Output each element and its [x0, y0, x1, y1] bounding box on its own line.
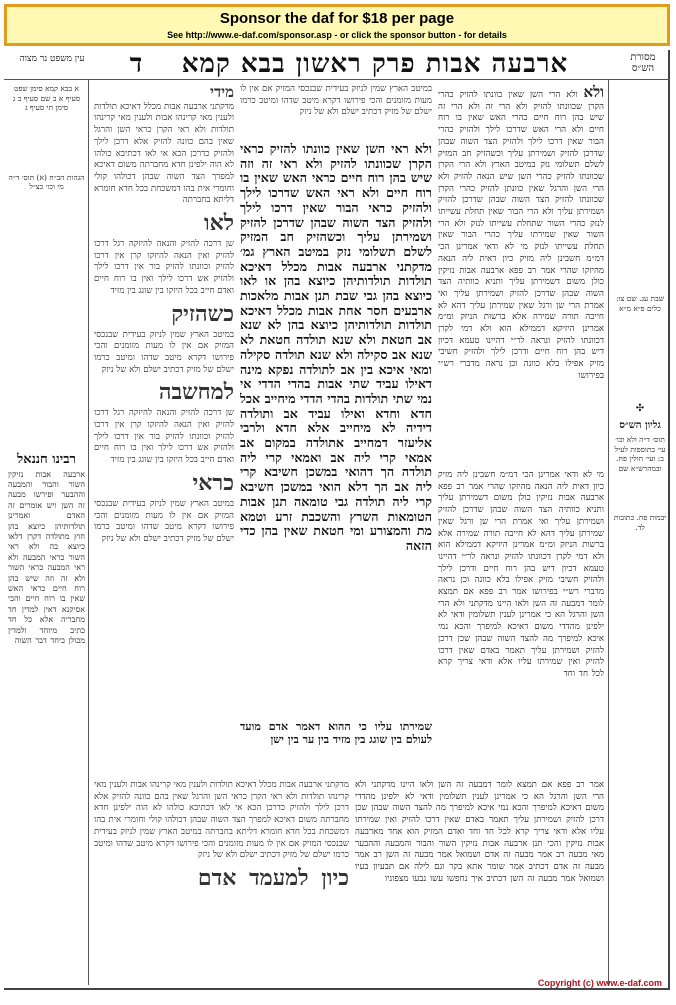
gilyon-hashas-label: גליון הש״ס [619, 420, 661, 431]
page-title: ארבעה אבות פרק ראשון בבא קמא [181, 49, 569, 79]
left-margin-rule [88, 80, 89, 985]
sponsor-banner-title[interactable]: Sponsor the daf for $18 per page [219, 10, 455, 27]
rashi-column [94, 84, 234, 774]
rashi-dibbur-kesheh [94, 302, 234, 326]
lower-rashi-bottom: במיטב הארץ שמין לניזק בעידית שבנכסי המזיק אם אין לו מעות מזומנים והכי פירושו דקרא מיטב שדהו ומיטב כרמו ישלם של מזיק דכתיב ישלם ולא של ניזק [94, 826, 349, 861]
rashi-text: מדקתני ארבעה אבות מכלל דאיכא תולדות ולענין מאי קרינהו אבות ולענין מאי קרינהו תולדות ולא ראי הקרן כראי השן והרגל שאין בהם כוונה להזיק אלא דרכן לילך ולהזיק כדרכן הכא אי לאו דכתיבא כולהו לא הוה ילפינן חדא מחברתה משום דאיכא למפרך הצד השוה שבהן דכולהו קולי וחומרי אית בהו דמשכחת בכל חדא חומרא דליתא בחברתה [94, 101, 234, 206]
masoret-hashas-label: מסורת הש״ס [630, 52, 656, 74]
dibbur-ke-shehizik: כשהזיק [171, 300, 234, 327]
sponsor-banner[interactable] [4, 4, 670, 46]
tosafot-column [438, 84, 604, 464]
rashi-continuation: שן דרכה להזיק והנאה להיזקה רגל דרכו להזיק ואין הנאה להיזקו קרן אין דרכו להזיק וכוונתו להזיק בור אין דרכו לילך ולהזיק אש דרכו לילך ואין בו רוח חיים ואדם חייב בכל היזקו בין שוגג בין מזיד [94, 239, 234, 296]
talmud-page [4, 50, 670, 990]
ornament: ✣ [635, 403, 645, 414]
rashi-dibbur-karei [94, 471, 234, 495]
daf-number: ד [129, 49, 143, 79]
left-margin-note: הגהות הב״ח (א) תוס׳ ד״ה מי וכו׳ כצ״ל [8, 172, 85, 191]
right-margin-rule [608, 80, 609, 985]
margin-bottom-note: יבמות פח. כתובות לד. [613, 513, 667, 532]
lower-commentary-left [94, 780, 349, 984]
ein-mishpat-notes: א בבא קמא סימן שפט סעיף א ב שם סעיף ב ג סימן תי סעיף ג [12, 84, 81, 112]
lower-rashi-text: מדקתני ארבעה אבות מכלל דאיכא תולדות ולענין מאי קרינהו אבות ולענין מאי קרינהו תולדות ולא ראי הקרן כראי השן והרגל שאין בהם כוונה להזיק אלא דרכן לילך ולהזיק כדרכן הכא אי לאו דכתיבא כולהו לא הוה ילפינן חדא מחברתה משום דאיכא למפרך הצד השוה שבהן דכולהו קולי וחומרי אית בהו דמשכחת בכל חדא חומרא דליתא בחברתה [94, 780, 349, 837]
sponsor-banner-subtitle[interactable]: See http://www.e-daf.com/sponsor.asp - or click the sponsor button - for details [167, 30, 507, 40]
tosafot-bottom: אמר רב פפא אם תמצא לומר דמבעה זה השן ולאו היינו מדקתני ולא הרי השן והרגל הא כי אמרינן לענין תשלומין ודאי לא ילפינן מהדדי משום דאיכא למיפרך והכא נמי איכא למיפרך מה להצד השוה שבהן שכן דרכן להזיק ושמירתן עליך תאמר באדם שאין דרכו להזיק ואין שמירתו עליו אלא ודאי צריך קרא לכל חד וחד [438, 587, 604, 679]
lower-tosafot-text: אמר רב פפא אם תמצא לומר דמבעה זה השן ולאו היינו מדקתני ולא הרי השן והרגל הא כי אמרינן לענין תשלומין ודאי לא ילפינן מהדדי משום דאיכא למיפרך והכא נמי איכא למיפרך מה להצד השוה שבהן שכן דרכן להזיק ושמירתן עליך תאמר באדם שאין דרכו להזיק ואין שמירתו עליו אלא ודאי צריך קרא לכל חד וחד [355, 780, 604, 837]
gemara-bottom-block [240, 720, 432, 775]
gemara-top-text: במיטב הארץ שמין לניזק בעידית שבנכסי המזיק אם אין לו מעות מזומנים והכי פירושו דקרא מיטב שדהו ומיטב כרמו ישלם של מזיק דכתיב ישלם ולא של ניזק [240, 84, 432, 118]
header-rule [4, 79, 670, 80]
rashi-dibbur-mahshava [94, 380, 234, 404]
lower-gemara-bottom: ואדם המזיק הוא אחד מארבעה אבות נזיקין והכי תנן ארבעה אבות נזיקין השור והבור והמבעה וההבער מאי מבעה רב אמר מבעה זה אדם ושמואל אמר מבעה זה השן רב אמר מבעה זה אדם דכתיב אמר שומר אתא בקר וגם לילה אם תבעיון בעיו ושמואל אמר מבעה זה השן דכתיב איך נחפשו עשו נבעו מצפוניו [355, 826, 604, 884]
rashi-header-line [94, 84, 234, 102]
ein-mishpat-label: עין משפט נר מצוה [19, 54, 85, 64]
tosafot-continuation: מי לא ודאי אמרינן הכי דמ״מ חשבינן ליה מזיק כיון דאית ליה הנאה מהיזקו שהרי אמר רב פפא ארבעה אבות נזיקין כולן משום דשמירתן עליך ותניא כוותיה הצד השוה שבהן שדרכן להזיק ושמירתן עליך ואי אמרת הרי שן ורגל שאין שמירתן עליך דהא לא חייבה תורה שמירה אלא ברשות הניזק ומ״מ אמרינן היזיקא דממילא הוא ולא דמי לקרן דכוונתו להזיק ונראה לר״י דהיינו טעמא דכיון דיש בהן רוח חיים ודרכן לילך ולהזיק חשיבי מזיק אפילו בלא כוונה וכן נראה מדברי רש״י בפירושו [438, 242, 604, 381]
dibbur-le-mamad: למעמד [249, 864, 309, 891]
dibbur-midi: מידי [210, 84, 234, 101]
lower-commentary-right [355, 780, 604, 984]
rabbenu-chananel-text: ארבעה אבות נזיקין השור והבור והמבעה וההבער ופירשו מבעה זה השן ויש אומרים זה האדם ואמרינן תולדותיהן כיוצא בהן חוץ מתולדה דקרן דלאו כיוצא בה ולא ראי השור כראי המבעה ולא ראי המבעה כראי השור ולא זה וזה שיש בהן רוח חיים כראי האש שאין בו רוח חיים והכי אסיקנא דאין למדין חד מחבריה אלא כל חד כתיב מיוחד ולמדין מכולן ביחד דבר השוה [8, 469, 85, 645]
masoret-notes: שבת עג. שם צו: כלים פ״א מ״א [615, 294, 665, 313]
right-margin [612, 84, 668, 984]
rashi-text-tail: במיטב הארץ שמין לניזק בעידית שבנכסי המזיק אם אין לו מעות מזומנים והכי פירושו דקרא מיטב שדהו ומיטב כרמו ישלם של מזיק דכתיב ישלם ולא של ניזק [94, 498, 234, 544]
gemara-top-rashi [240, 84, 432, 140]
left-margin [8, 84, 85, 984]
gemara-continuation: ולרבי אליעזר דמחייב אתולדה במקום אב אמאי קרי ליה אב ואמאי קרי ליה תולדה הך דהואי במשכן חשיבא קרי ליה אב הך דלא הואי במשכן חשיבא קרי ליה תולדה גבי טומאה תנן אבות הטומאות השרץ והשכבת זרע וטמא מת והמצורע ומי חטאת שאין בהן כדי הזאה [240, 420, 432, 553]
page-header [4, 50, 670, 78]
gemara-text-block [240, 142, 432, 717]
dibbur-kivun: כיון [321, 864, 349, 891]
rabbenu-chananel-title: רבינו חננאל [17, 451, 76, 467]
rashi-bottom: במיטב הארץ שמין לניזק בעידית שבנכסי המזיק אם אין לו מעות מזומנים והכי פירושו דקרא מיטב שדהו ומיטב כרמו ישלם של מזיק דכתיב ישלם ולא של ניזק [94, 329, 234, 375]
dibbur-karei: כראי [192, 469, 234, 496]
dibbur-le-mahshava: למחשבה [158, 379, 234, 406]
tosafot-opening-word: ולא [583, 84, 604, 101]
dibbur-adam: אדם [197, 864, 237, 891]
lower-dibbur-row [94, 866, 349, 890]
tosafot-lower-column [438, 470, 604, 770]
rashi-dibbur-lo [94, 211, 234, 235]
gilyon-hashas-text: תוס׳ ד״ה ולא וכו׳ עי׳ בתוספות לעיל ב: ועי׳ חולין פח. ובמהרש״א שם [614, 435, 666, 473]
dibbur-lo-rei: לאו [203, 210, 234, 237]
gemara-text: ולא ראי השן שאין כוונתו להזיק כראי הקרן שכוונתו להזיק ולא ראי זה וזה שיש בהן רוח חיים כראי האש שאין בו רוח חיים ולא ראי האש שדרכו לילך ולהזיק כראי הבור שאין דרכו לילך ולהזיק הצד השוה שבהן שדרכן להזיק ושמירתן עליך וכשהזיק חב המזיק לשלם תשלומי נזק במיטב הארץ גמ׳ מדקתני ארבעה אבות מכלל דאיכא תולדות תולדותיהן כיוצא בהן או לאו כיוצא בהן גבי שבת תנן אבות מלאכות ארבעים חסר אחת אבות מכלל דאיכא תולדות תולדותיהן כיוצא בהן לא שנא אב חטאת ולא שנא תולדה חטאת לא שנא אב סקילה ולא שנא תולדה סקילה ומאי איכא בין אב לתולדה נפקא מינה דאילו עביד שתי אבות בהדי הדדי אי נמי שתי תולדות בהדי הדדי מיחייב אכל חדא וחדא ואילו עביד אב ותולדה דידיה לא מיחייב אלא חדא [240, 142, 432, 436]
tosafot-text: ולא הרי השן שאין כוונתו להזיק כהרי הקרן שכוונתו להזיק ולא הרי זה ולא הרי זה שיש בהן רוח חיים כהרי האש שאין בו רוח חיים ולא הרי האש שדרכו לילך ולהזיק כהרי הבור שאין דרכו לילך ולהזיק הצד השוה שבהן שדרכן להזיק ושמירתן עליך וכשהזיק חב המזיק לשלם תשלומי נזק במיטב הארץ ולא הרי הקרן שכוונתו להזיק כהרי השן שיש הנאה להזיק ולא הרי השן והרגל שאין כוונתן להזיק כהרי הקרן שכוונתו להזיק הצד השוה שבהן שדרכן להזיק ושמירתן עליך ולא הרי הבור שאין תחלת עשייתו לנזק כהרי השור שתחלת עשייתו לנזק ולא הרי השור שאין שמירתו עליך כהרי הבור שאין תחלת עשייתו לנזק [438, 90, 604, 253]
rashi-text-repeat: שן דרכה להזיק והנאה להיזקה רגל דרכו להזיק ואין הנאה להיזקו קרן אין דרכו להזיק וכוונתו להזיק בור אין דרכו לילך ולהזיק אש דרכו לילך ואין בו רוח חיים ואדם חייב בכל היזקו בין שוגג בין מזיד [94, 408, 234, 466]
copyright-notice[interactable]: Copyright (c) www.e-daf.com [537, 978, 662, 988]
gemara-closing: שמירתו עליו כי ההוא דאמר אדם מועד לעולם בין שוגג בין מזיד בין ער בין ישן [240, 720, 432, 746]
tosafot-continuation-lower: מי לא ודאי אמרינן הכי דמ״מ חשבינן ליה מזיק כיון דאית ליה הנאה מהיזקו שהרי אמר רב פפא ארבעה אבות נזיקין כולן משום דשמירתן עליך ותניא כוותיה הצד השוה שבהן שדרכן להזיק ושמירתן עליך ואי אמרת הרי שן ורגל שאין שמירתן עליך דהא לא חייבה תורה שמירה אלא ברשות הניזק ומ״מ אמרינן היזיקא דממילא הוא ולא דמי לקרן דכוונתו להזיק ונראה לר״י דהיינו טעמא דכיון דיש בהן רוח חיים ודרכן לילך ולהזיק חשיבי מזיק אפילו בלא כוונה וכן נראה מדברי רש״י בפירושו [438, 470, 604, 598]
